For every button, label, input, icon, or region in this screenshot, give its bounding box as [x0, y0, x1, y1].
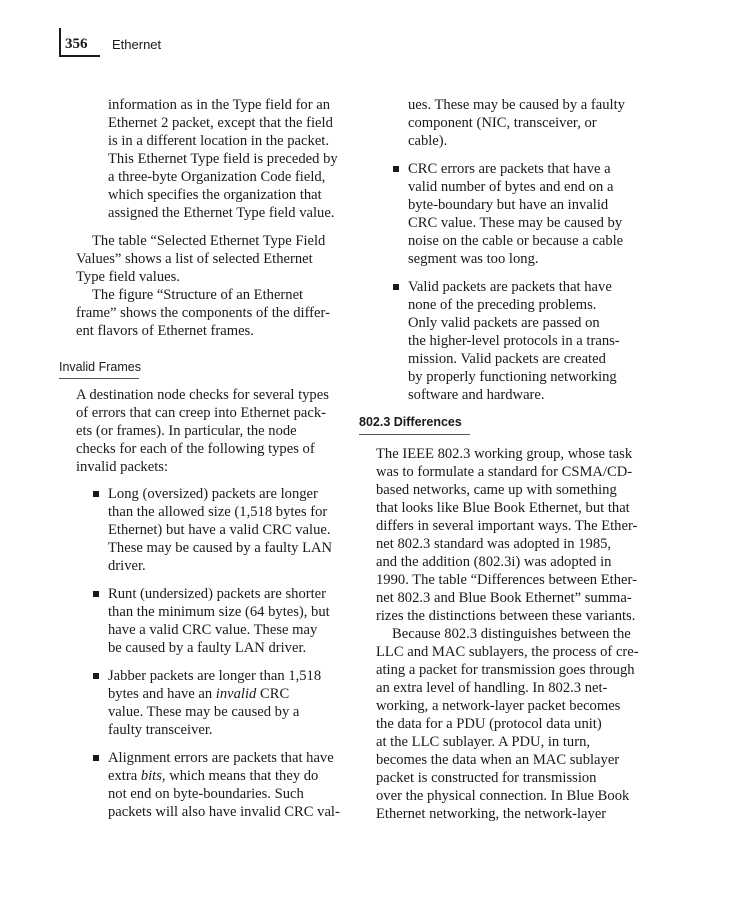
section-heading-invalid-frames: Invalid Frames — [59, 360, 141, 374]
text-line: based networks, came up with something — [376, 482, 617, 498]
text-line: Long (oversized) packets are longer — [108, 486, 318, 502]
bullet-marker — [93, 491, 99, 497]
text-line: differs in several important ways. The Ether- — [376, 518, 638, 534]
text-line: faulty transceiver. — [108, 722, 213, 738]
text-line: Runt (undersized) packets are shorter — [108, 586, 327, 602]
text-line: A destination node checks for several types — [76, 387, 329, 403]
text-line: Valid packets are packets that have — [408, 279, 612, 295]
text-line: component (NIC, transceiver, or — [408, 115, 597, 131]
text-line: and the addition (802.3i) was adopted in — [376, 554, 612, 570]
text-line: The figure “Structure of an Ethernet — [92, 287, 304, 303]
running-title: Ethernet — [112, 37, 162, 52]
text-line: Type field values. — [76, 269, 180, 285]
text-line: assigned the Ethernet Type field value. — [108, 205, 335, 221]
text-line: software and hardware. — [408, 387, 545, 403]
text-line: which specifies the organization that — [108, 187, 322, 203]
text-line: ating a packet for transmission goes through — [376, 662, 635, 678]
text-line — [108, 685, 289, 703]
text-line: Jabber packets are longer than 1,518 — [108, 668, 322, 684]
bullet-marker — [393, 284, 399, 290]
text-line: the data for a PDU (protocol data unit) — [376, 716, 602, 732]
bullet-marker — [93, 755, 99, 761]
bullet-marker — [93, 673, 99, 679]
text-line: net 802.3 and Blue Book Ethernet” summa- — [376, 590, 632, 606]
text-line: These may be caused by a faulty LAN — [108, 540, 333, 556]
text-line: Values” shows a list of selected Ethernet — [76, 251, 313, 267]
text-line: segment was too long. — [408, 251, 539, 267]
heading-underline — [359, 434, 470, 435]
text-line: The table “Selected Ethernet Type Field — [92, 233, 326, 249]
text-line: that looks like Blue Book Ethernet, but that — [376, 500, 630, 516]
text-line: over the physical connection. In Blue Book — [376, 788, 630, 804]
text-run: bytes and have an — [108, 686, 216, 702]
text-line: becomes the data when an MAC sublayer — [376, 752, 620, 768]
text-line: Alignment errors are packets that have — [108, 750, 334, 766]
text-line: net 802.3 standard was adopted in 1985, — [376, 536, 612, 552]
heading-underline — [59, 378, 139, 379]
text-line: is in a different location in the packet. — [108, 133, 329, 149]
text-line: Ethernet networking, the network-layer — [376, 806, 607, 822]
page-number: 356 — [65, 36, 88, 52]
text-run: CRC — [256, 686, 290, 702]
text-line: than the minimum size (64 bytes), but — [108, 604, 330, 620]
text-line: was to formulate a standard for CSMA/CD- — [376, 464, 633, 480]
text-line: This Ethernet Type field is preceded by — [108, 151, 338, 167]
text-line: have a valid CRC value. These may — [108, 622, 318, 638]
text-line: ues. These may be caused by a faulty — [408, 97, 625, 113]
text-line: rizes the distinctions between these variants. — [376, 608, 636, 624]
text-line: frame” shows the components of the differ- — [76, 305, 330, 321]
text-run: which means that they do — [165, 768, 319, 784]
text-line: byte-boundary but have an invalid — [408, 197, 609, 213]
text-line: by properly functioning networking — [408, 369, 617, 385]
text-line: driver. — [108, 558, 146, 574]
text-line: of errors that can creep into Ethernet pack- — [76, 405, 326, 421]
text-line: working, a network-layer packet becomes — [376, 698, 621, 714]
text-line: information as in the Type field for an — [108, 97, 331, 113]
text-line: at the LLC sublayer. A PDU, in turn, — [376, 734, 591, 750]
text-line: cable). — [408, 133, 448, 149]
text-line: none of the preceding problems. — [408, 297, 597, 313]
text-line: packet is constructed for transmission — [376, 770, 597, 786]
text-line: ent flavors of Ethernet frames. — [76, 323, 254, 339]
text-line: ets (or frames). In particular, the node — [76, 423, 297, 439]
text-line: not end on byte-boundaries. Such — [108, 786, 304, 802]
bullet-marker — [93, 591, 99, 597]
text-line: value. These may be caused by a — [108, 704, 300, 720]
section-heading-802-3-differences: 802.3 Differences — [359, 415, 462, 429]
text-line: Only valid packets are passed on — [408, 315, 600, 331]
text-line: packets will also have invalid CRC val- — [108, 804, 340, 820]
text-line: invalid packets: — [76, 459, 168, 475]
header-rule-horizontal — [59, 55, 100, 57]
emphasis-text: invalid — [215, 686, 257, 702]
text-line: LLC and MAC sublayers, the process of cre- — [376, 644, 639, 660]
text-line: Ethernet) but have a valid CRC value. — [108, 522, 331, 538]
text-line: The IEEE 802.3 working group, whose task — [376, 446, 633, 462]
text-line: Ethernet 2 packet, except that the field — [108, 115, 333, 131]
text-line: noise on the cable or because a cable — [408, 233, 624, 249]
header-rule-vertical — [59, 28, 61, 56]
text-line: valid number of bytes and end on a — [408, 179, 614, 195]
text-line: the higher-level protocols in a trans- — [408, 333, 620, 349]
text-line: 1990. The table “Differences between Ether- — [376, 572, 637, 588]
text-line: an extra level of handling. In 802.3 net- — [376, 680, 608, 696]
text-line: mission. Valid packets are created — [408, 351, 606, 367]
text-line: checks for each of the following types of — [76, 441, 315, 457]
text-line: Because 802.3 distinguishes between the — [392, 626, 631, 642]
text-line: be caused by a faulty LAN driver. — [108, 640, 307, 656]
text-line: CRC value. These may be caused by — [408, 215, 623, 231]
text-line — [108, 767, 318, 785]
emphasis-text: bits, — [140, 768, 166, 784]
bullet-marker — [393, 166, 399, 172]
text-run: extra — [108, 768, 141, 784]
text-line: than the allowed size (1,518 bytes for — [108, 504, 328, 520]
text-line: CRC errors are packets that have a — [408, 161, 611, 177]
text-line: a three-byte Organization Code field, — [108, 169, 326, 185]
